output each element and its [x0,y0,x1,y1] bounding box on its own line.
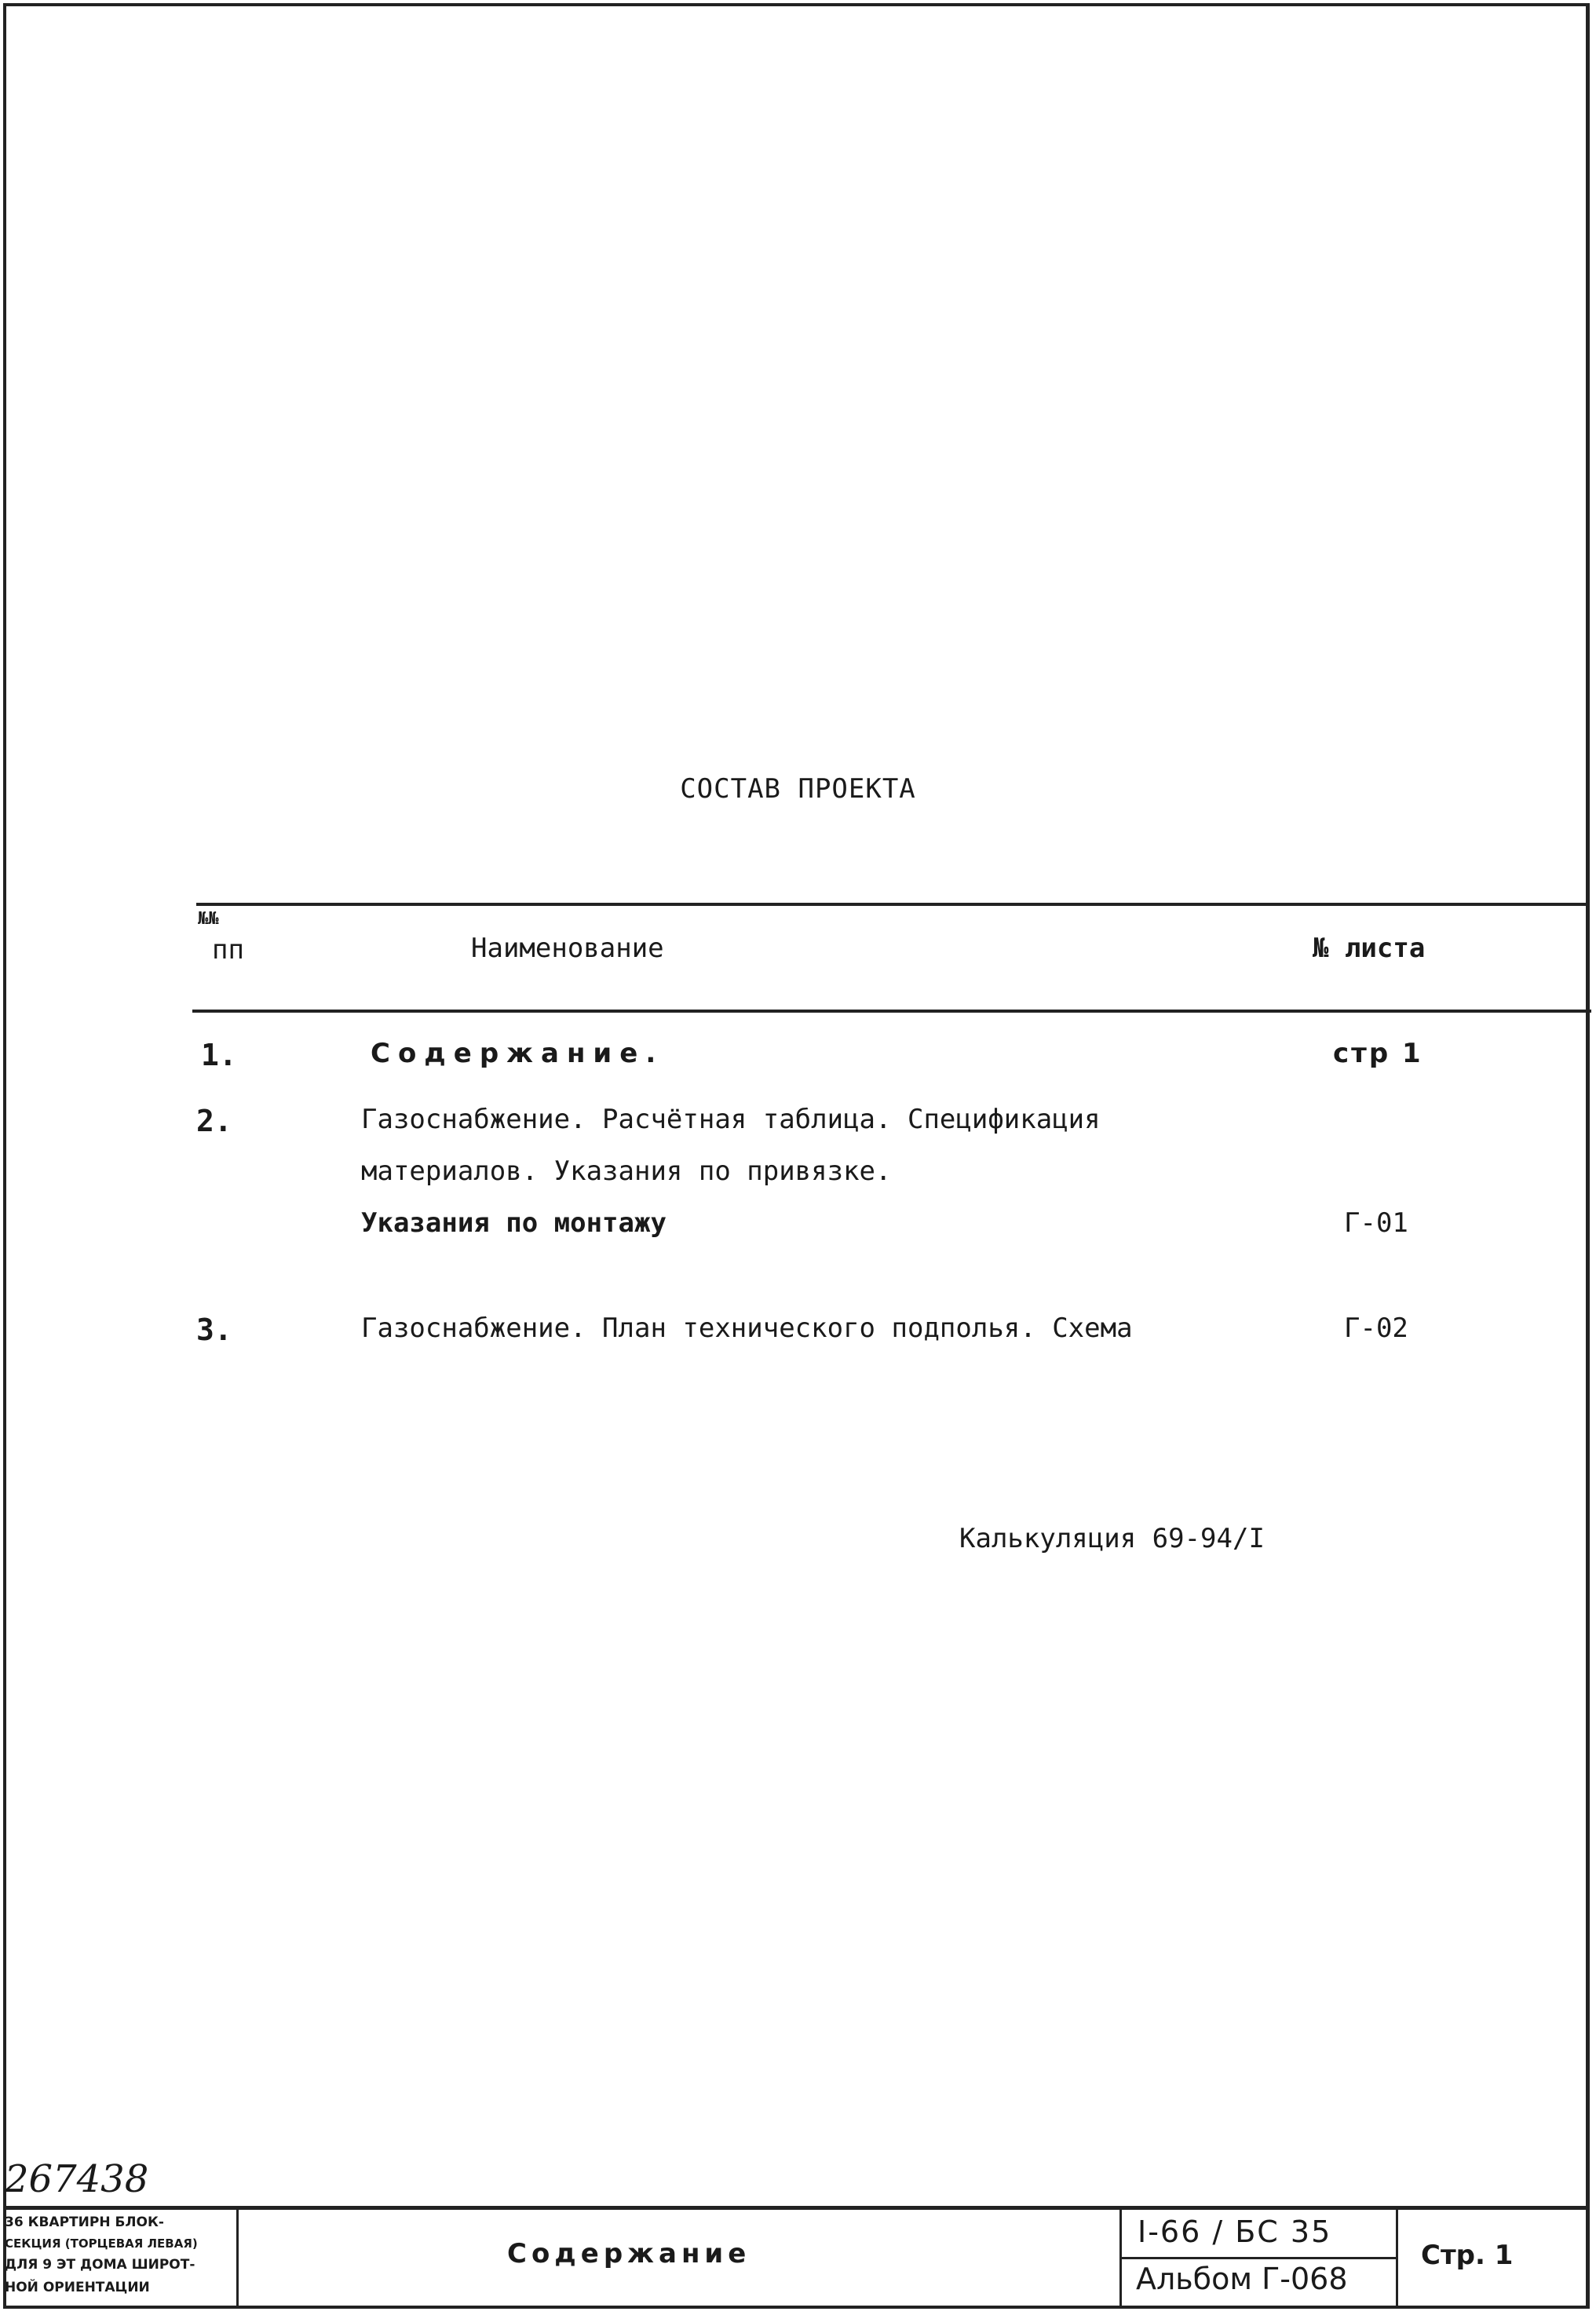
page-number: Стр. 1 [1421,2240,1514,2271]
calculation-reference: Калькуляция 69-94/I [959,1523,1265,1554]
project-desc-line-4: НОЙ ОРИЕНТАЦИИ [5,2280,150,2295]
title-block-page-cell [1396,2207,1590,2309]
project-desc-line-1: 36 КВАРТИРН БЛОК- [5,2215,164,2230]
row-2-line-1: Газоснабжение. Расчётная таблица. Спецификация [361,1104,1101,1135]
row-1-number: 1. [201,1038,237,1072]
header-num-bottom: пп [212,934,244,966]
title-block-code-cell [1119,2207,1398,2259]
title-block-desc-cell [3,2207,239,2309]
project-desc-line-2: СЕКЦИЯ (ТОРЦЕВАЯ ЛЕВАЯ) [5,2236,198,2251]
row-1-sheet: стр 1 [1333,1038,1423,1069]
header-name: Наименование [471,933,664,964]
table-header-rule [192,1010,1591,1013]
album-number: Альбом Г-068 [1136,2262,1348,2296]
table-top-rule [196,903,1590,906]
header-num-top: №№ [198,909,219,929]
row-1-title: Содержание. [371,1038,664,1069]
document-code: I-66 / БС 35 [1138,2215,1332,2249]
header-sheet: № листа [1313,933,1426,964]
row-3-sheet: Г-02 [1344,1313,1408,1344]
sheet-name: Содержание [507,2238,751,2269]
row-2-line-3: Указания по монтажу [361,1207,667,1239]
document-title: СОСТАВ ПРОЕКТА [680,773,916,805]
row-3-line-1: Газоснабжение. План технического подполья. Схема [361,1313,1133,1344]
row-2-sheet: Г-01 [1344,1207,1408,1239]
title-block-name-cell [236,2207,1122,2309]
project-desc-line-3: ДЛЯ 9 ЭТ ДОМА ШИРОТ- [5,2257,195,2273]
row-3-number: 3. [196,1313,232,1347]
row-2-line-2: материалов. Указания по привязке. [361,1156,892,1187]
title-block-album-cell [1119,2257,1398,2309]
row-2-number: 2. [196,1104,232,1138]
inventory-number: 267438 [5,2157,149,2201]
